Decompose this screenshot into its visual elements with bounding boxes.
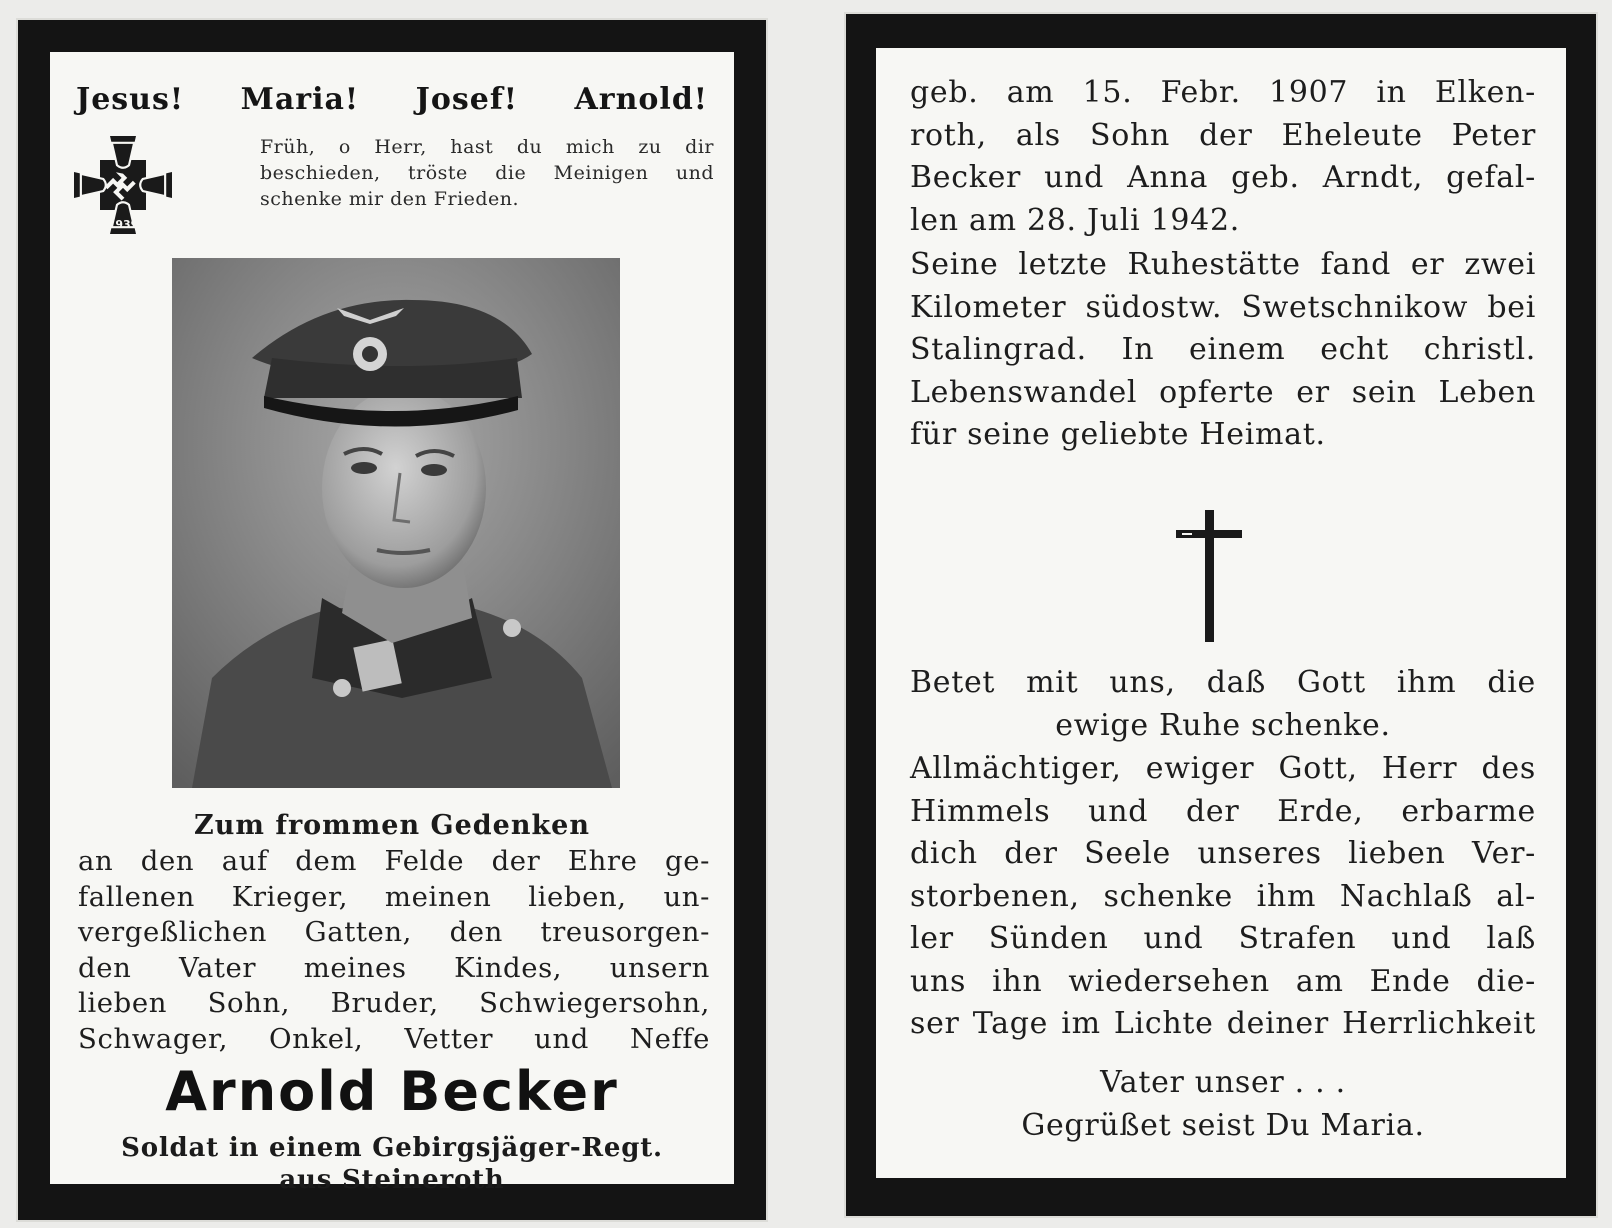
soldier-portrait — [172, 258, 620, 788]
text-line: für seine geliebte Heimat. — [910, 417, 1326, 452]
memorial-line: den Vater meines Kindes, unsern — [78, 951, 710, 984]
card-back-panel — [876, 48, 1566, 1178]
text-line: Becker und Anna geb. Arndt, gefal- — [910, 160, 1536, 195]
text-line: ser Tage im Lichte deiner Herrlichkeit — [910, 1006, 1536, 1041]
cross-icon — [1176, 510, 1242, 642]
text-line: dich der Seele unseres lieben Ver- — [910, 836, 1536, 871]
text-line: Allmächtiger, ewiger Gott, Herr des — [910, 751, 1536, 786]
resting-place-paragraph — [910, 244, 1536, 457]
text-line: Betet mit uns, daß Gott ihm die — [910, 665, 1536, 700]
memorial-line: an den auf dem Felde der Ehre ge- — [78, 845, 710, 877]
text-line: storbenen, schenke ihm Nachlaß al- — [910, 878, 1536, 914]
text-line: Himmels und der Erde, erbarme — [910, 793, 1536, 829]
invocation-header — [76, 82, 708, 117]
text-line: uns ihn wiedersehen am Ende die- — [910, 963, 1536, 999]
memorial-heading: Zum frommen Gedenken — [194, 810, 590, 841]
biography-paragraph — [910, 72, 1536, 242]
hometown-line: aus Steineroth — [279, 1165, 505, 1195]
rank-text — [50, 1132, 734, 1196]
text-line: Seine letzte Ruhestätte fand er zwei — [910, 247, 1536, 282]
iron-cross-icon — [70, 132, 176, 238]
invocation-maria: Maria! — [240, 82, 360, 117]
prayer-request-paragraph — [910, 662, 1536, 747]
text-line: Gegrüßet seist Du Maria. — [1021, 1107, 1425, 1143]
memorial-line: fallenen Krieger, meinen lieben, un- — [78, 880, 710, 913]
text-line: len am 28. Juli 1942. — [910, 202, 1240, 238]
invocation-jesus: Jesus! — [76, 82, 185, 117]
memorial-line: Schwager, Onkel, Vetter und Neffe — [78, 1022, 710, 1055]
text-line: roth, als Sohn der Eheleute Peter — [910, 117, 1536, 153]
invocation-josef: Josef! — [415, 82, 518, 117]
text-line: Kilometer südostw. Swetschnikow bei — [910, 289, 1536, 325]
rank-line: Soldat in einem Gebirgsjäger-Regt. — [121, 1133, 663, 1163]
text-line: ler Sünden und Strafen und laß — [910, 921, 1536, 956]
text-line: Stalingrad. In einem echt christl. — [910, 332, 1536, 367]
closing-lines — [910, 1062, 1536, 1147]
memorial-line: lieben Sohn, Bruder, Schwiegersohn, — [78, 987, 710, 1019]
closing-prayer-paragraph — [910, 748, 1536, 1046]
text-line: Vater unser . . . — [1100, 1065, 1346, 1100]
memorial-card-back — [846, 14, 1596, 1216]
memorial-card-front — [18, 20, 766, 1220]
iron-cross-year: 1939 — [107, 218, 139, 231]
memorial-line: vergeßlichen Gatten, den treusorgen- — [78, 916, 710, 948]
deceased-name: Arnold Becker — [165, 1060, 619, 1123]
text-line: geb. am 15. Febr. 1907 in Elken- — [910, 75, 1536, 110]
invocation-arnold: Arnold! — [574, 82, 708, 117]
card-front-panel — [50, 52, 734, 1195]
text-line: ewige Ruhe schenke. — [1055, 707, 1391, 743]
text-line: Lebenswandel opferte er sein Leben — [910, 374, 1536, 410]
prayer-text: Früh, o Herr, hast du mich zu dir beschieden, tröste die Meinigen und schenke mir den Frieden. — [260, 136, 714, 210]
memorial-text — [78, 844, 710, 1057]
